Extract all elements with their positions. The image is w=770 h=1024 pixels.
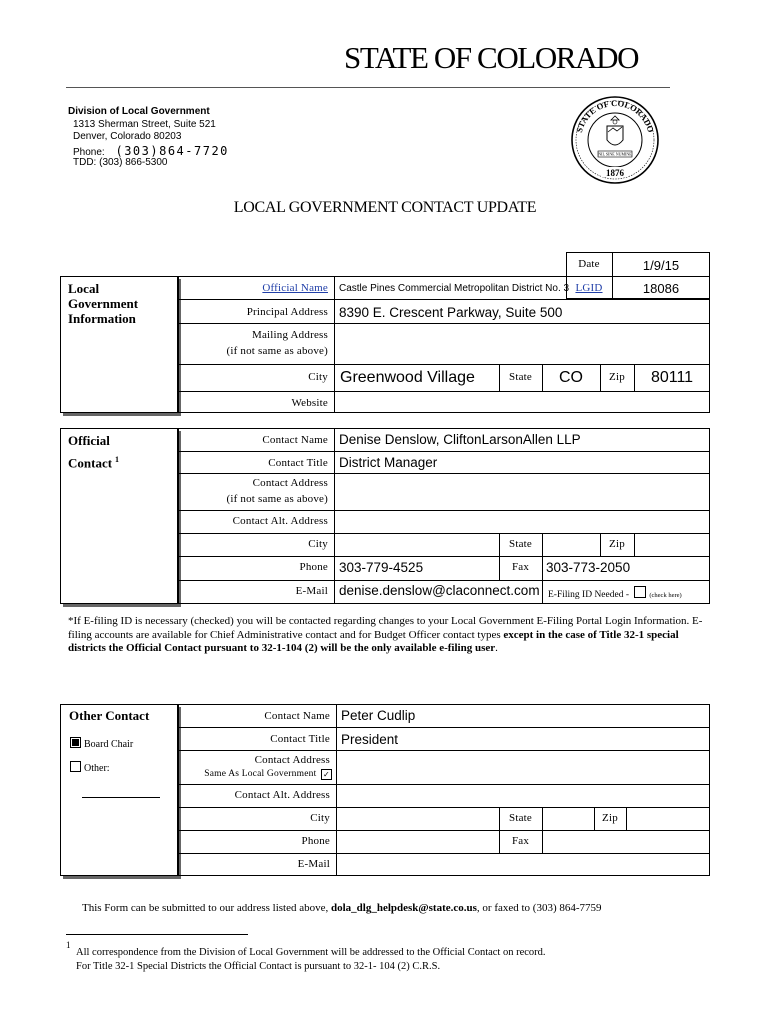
footnote-line-2: For Title 32-1 Special Districts the Official Contact is pursuant to 32-1- 104 (2) C.R.S. (76, 961, 441, 972)
other-fax-label: Fax (511, 835, 530, 847)
official-name-link[interactable]: Official Name (262, 282, 328, 294)
state-title: STATE OF COLORADO (344, 40, 639, 75)
phone-line (73, 144, 229, 158)
oc-state-label: State (509, 538, 532, 550)
oc-email-label: E-Mail (295, 585, 328, 597)
official-contact-title-2: Contact $^1$ (68, 455, 120, 471)
website-label: Website (291, 397, 328, 409)
contact-name-label: Contact Name (262, 434, 328, 446)
footnote-line-1: All correspondence from the Division of Local Government will be addressed to the Official Contact on record. (76, 947, 546, 958)
seal-top-text: STATE OF COLORADO (573, 97, 657, 134)
website-input[interactable] (336, 392, 709, 412)
lgid-link[interactable]: LGID (575, 282, 603, 294)
other-phone-input[interactable] (338, 831, 498, 852)
contact-alt-address-input[interactable] (336, 511, 709, 532)
official-name-value[interactable]: Castle Pines Commercial Metropolitan District No. 3 (339, 283, 570, 294)
contact-alt-address-label: Contact Alt. Address (232, 515, 328, 527)
efiling-check-hint: (check here) (649, 592, 682, 599)
efiling-checkbox[interactable] (634, 586, 646, 598)
other-contact-section (60, 704, 178, 876)
other-contact-address-input[interactable] (338, 751, 709, 783)
contact-name-value[interactable]: Denise Denslow, CliftonLarsonAllen LLP (339, 432, 581, 447)
other-alt-address-label: Contact Alt. Address (234, 789, 330, 801)
efiling-note: *If E-filing ID is necessary (checked) you will be contacted regarding changes to your Local Government E-Filing Portal Login Information. E-filing accounts are available for Chief Administrative contact and for Budget Officer contact types except in the case of Title 32-1 special districts the Official Contact pursuant to 32-1-104 (2) will be the only available e-filing user. (68, 615, 703, 654)
efiling-label: E-Filing ID Needed - (548, 590, 629, 600)
phone-label: Phone: (73, 147, 105, 158)
board-chair-option[interactable]: Board Chair (70, 737, 133, 750)
principal-address-label: Principal Address (246, 306, 328, 318)
principal-address-value[interactable]: 8390 E. Crescent Parkway, Suite 500 (339, 305, 563, 320)
date-label: Date (578, 258, 600, 270)
other-zip-input[interactable] (627, 808, 709, 829)
efiling-row (548, 586, 682, 600)
contact-address-input[interactable] (336, 474, 709, 509)
other-phone-label: Phone (301, 835, 330, 847)
division-name: Division of Local Government (68, 106, 210, 117)
other-contact-title: Other Contact (69, 708, 150, 723)
other-specify-line[interactable] (82, 797, 160, 798)
other-contact-name-value[interactable]: Peter Cudlip (341, 708, 416, 723)
local-gov-section-title: Local Government Information (68, 281, 139, 326)
footnote-mark: 1 (66, 940, 71, 950)
oc-fax-value[interactable]: 303-773-2050 (546, 560, 631, 575)
seal-year: 1876 (606, 168, 624, 178)
other-zip-label: Zip (602, 812, 618, 824)
zip-label: Zip (609, 371, 625, 383)
mailing-address-input[interactable] (336, 324, 709, 363)
submit-note: This Form can be submitted to our address listed above, dola_dlg_helpdesk@state.co.us, or faxed to (303) 864-7759 (82, 902, 602, 914)
official-contact-title: Official (68, 433, 110, 448)
address-line-2: Denver, Colorado 80203 (73, 131, 182, 142)
oc-city-input[interactable] (336, 534, 498, 555)
contact-title-label: Contact Title (268, 457, 328, 469)
other-city-label: City (310, 812, 330, 824)
other-alt-address-input[interactable] (338, 785, 709, 806)
oc-email-value[interactable]: denise.denslow@claconnect.com (339, 583, 540, 598)
oc-city-label: City (308, 538, 328, 550)
other-contact-title-value[interactable]: President (341, 732, 399, 747)
oc-fax-label: Fax (511, 561, 530, 573)
phone-number: (303)864-7720 (115, 144, 229, 158)
city-label: City (308, 371, 328, 383)
seal-motto: NIL SINE NUMINE (598, 151, 632, 157)
other-option[interactable]: Other: (70, 761, 110, 774)
lgid-value[interactable]: 18086 (642, 281, 680, 296)
other-state-label: State (509, 812, 532, 824)
mailing-address-sublabel: (if not same as above) (226, 345, 328, 357)
mailing-address-label: Mailing Address (251, 329, 328, 341)
city-value[interactable]: Greenwood Village (340, 369, 475, 386)
same-as-checkbox[interactable]: ✓ (321, 769, 332, 780)
board-chair-checkbox[interactable] (70, 737, 81, 748)
other-email-input[interactable] (338, 854, 709, 875)
date-value[interactable]: 1/9/15 (642, 258, 680, 273)
oc-phone-label: Phone (299, 561, 328, 573)
footnote-divider (66, 934, 248, 935)
other-state-input[interactable] (543, 808, 593, 829)
state-seal-icon (571, 96, 659, 184)
oc-state-input[interactable] (543, 534, 599, 555)
other-fax-input[interactable] (543, 831, 709, 852)
state-label: State (509, 371, 532, 383)
helpdesk-email[interactable]: dola_dlg_helpdesk@state.co.us (330, 902, 477, 914)
oc-zip-label: Zip (609, 538, 625, 550)
other-contact-address-label: Contact Address (254, 754, 330, 766)
contact-address-sublabel: (if not same as above) (226, 493, 328, 505)
contact-address-label: Contact Address (252, 477, 328, 489)
zip-value[interactable]: 80111 (650, 369, 694, 386)
contact-title-value[interactable]: District Manager (339, 455, 438, 470)
other-contact-name-label: Contact Name (264, 710, 330, 722)
same-as-option: Same As Local Government ✓ (170, 769, 332, 780)
other-city-input[interactable] (338, 808, 498, 829)
tdd-line: TDD: (303) 866-5300 (73, 157, 168, 168)
other-email-label: E-Mail (297, 858, 330, 870)
footnote-marker: 1 (115, 455, 120, 464)
oc-zip-input[interactable] (635, 534, 709, 555)
state-value[interactable]: CO (559, 369, 583, 386)
title-divider (66, 87, 670, 88)
address-line-1: 1313 Sherman Street, Suite 521 (73, 119, 216, 130)
other-checkbox[interactable] (70, 761, 81, 772)
other-contact-title-label: Contact Title (270, 733, 330, 745)
oc-phone-value[interactable]: 303-779-4525 (339, 560, 424, 575)
form-title: LOCAL GOVERNMENT CONTACT UPDATE (233, 199, 537, 216)
